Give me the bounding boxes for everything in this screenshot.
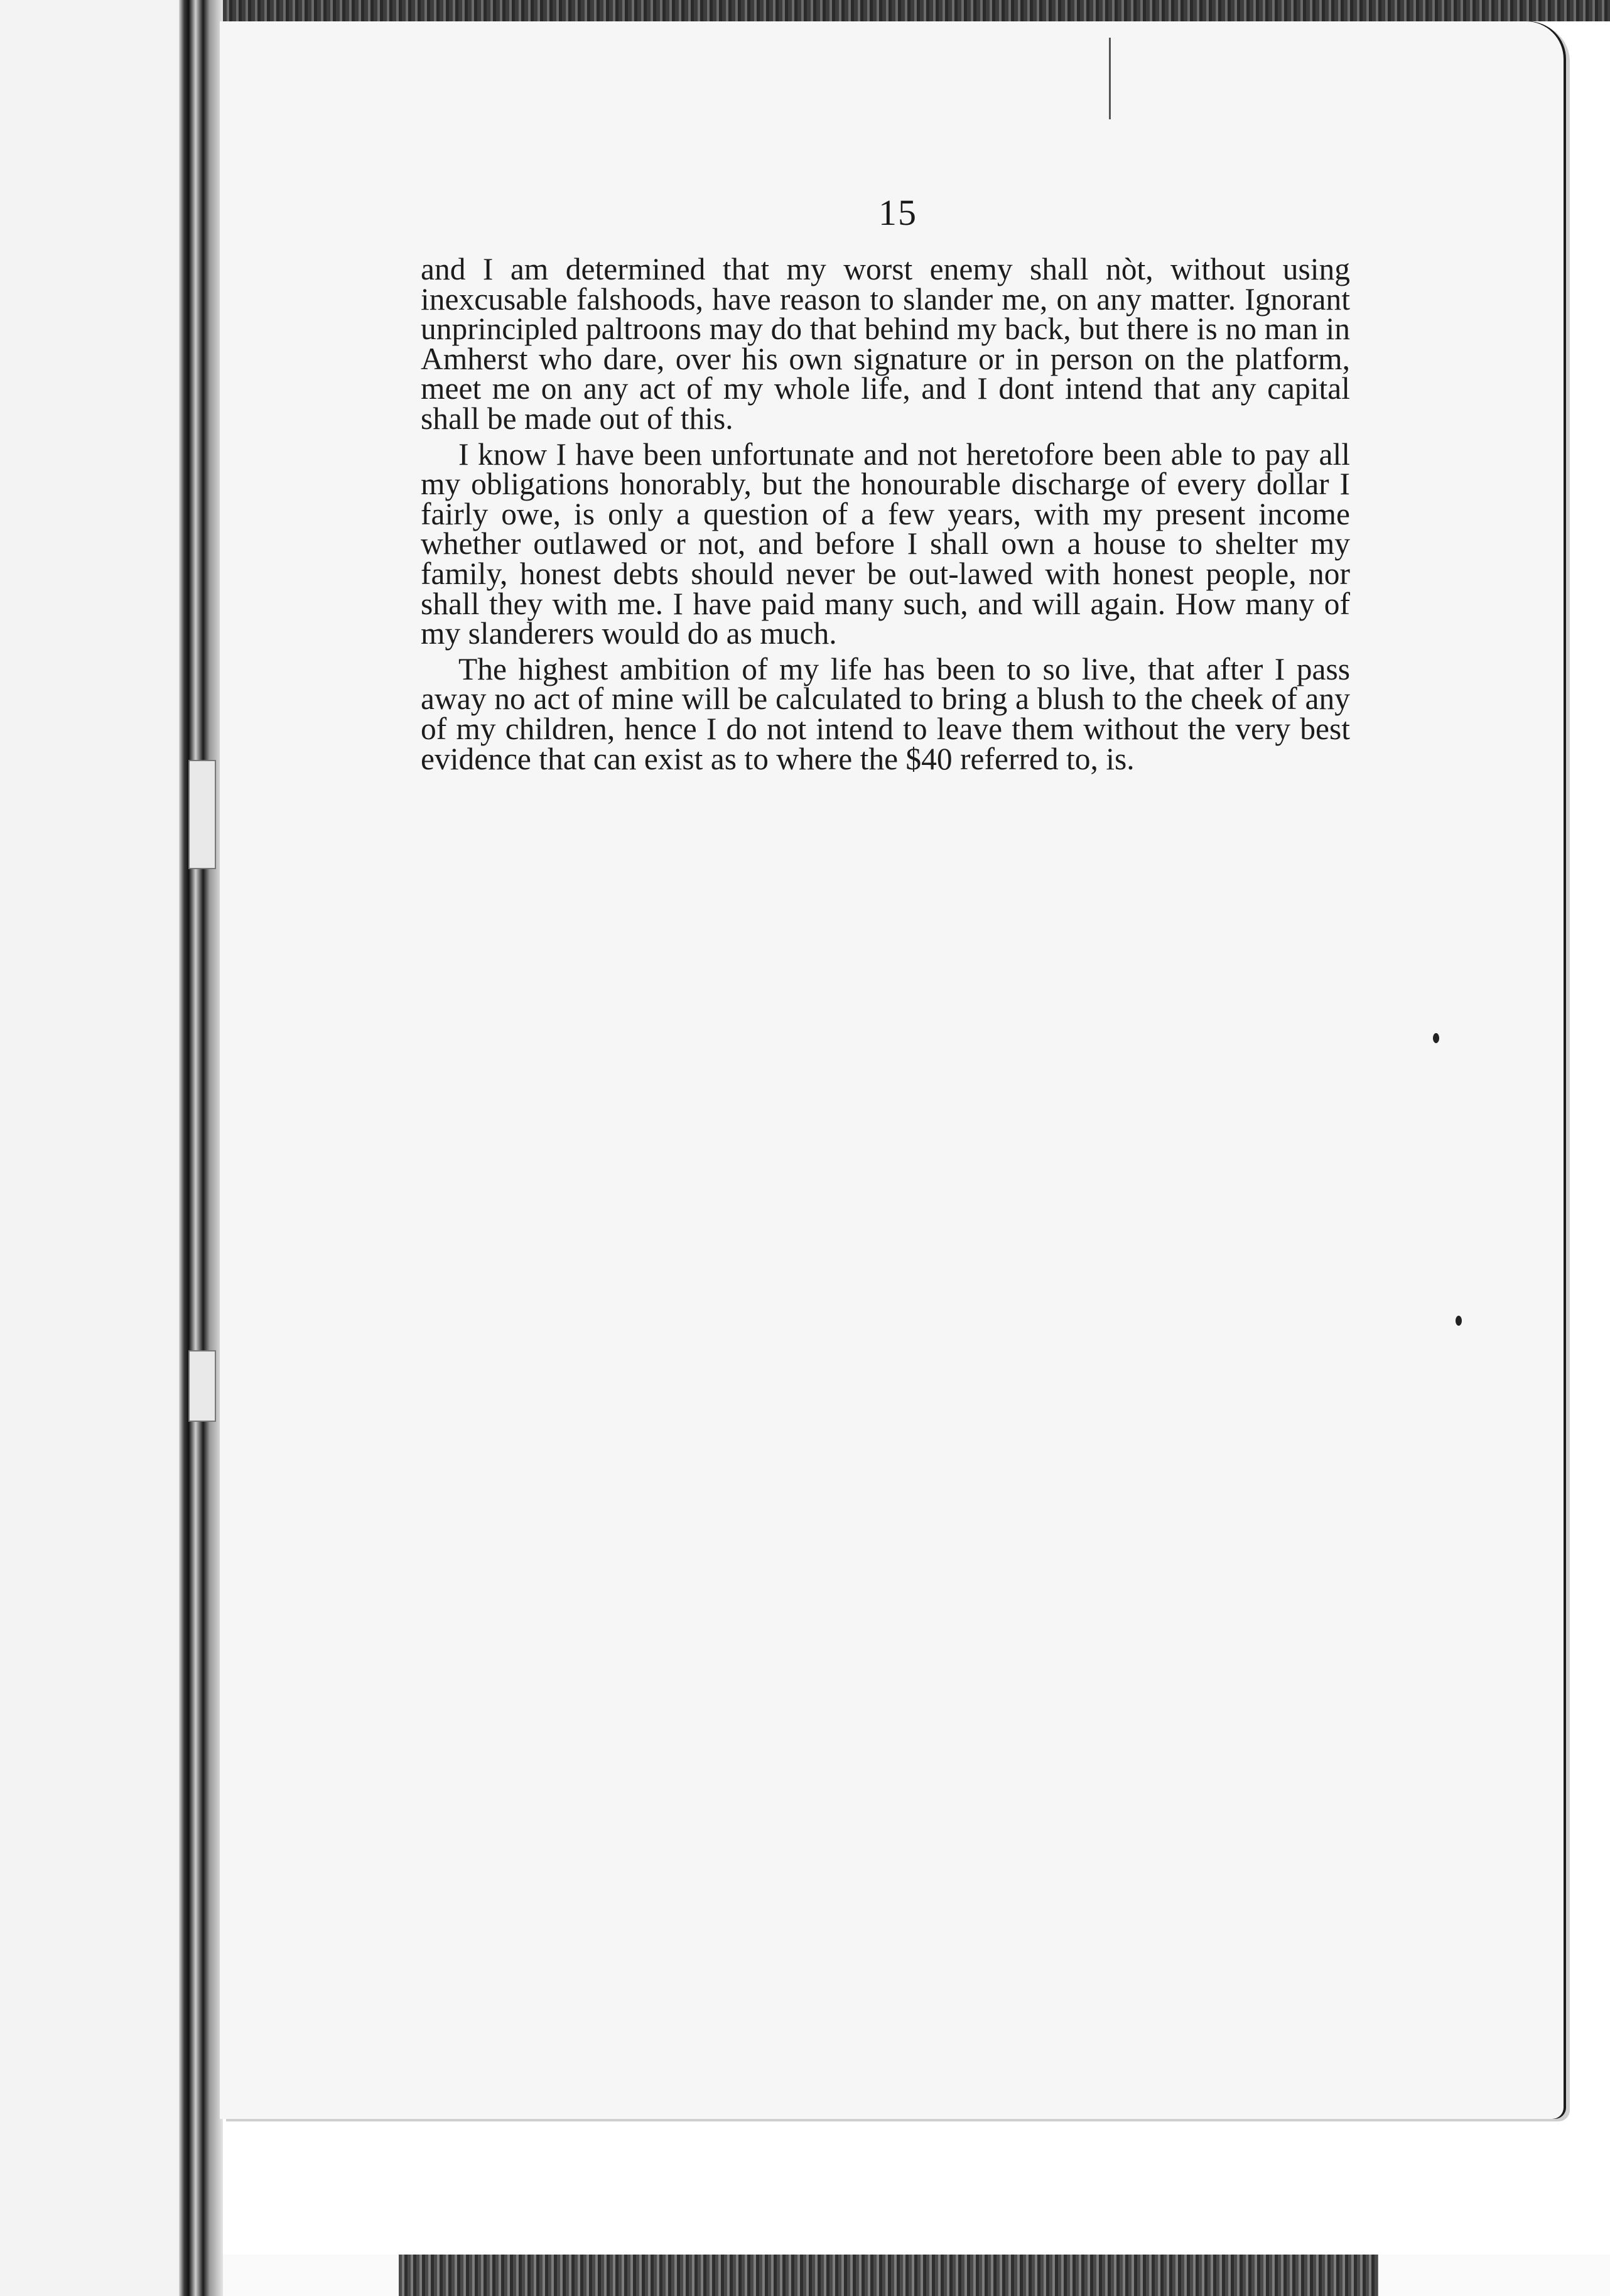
- binding-tape: [188, 1350, 216, 1422]
- paragraph: I know I have been unfortunate and not heretofore been able to pay all my obligations honorably, but the honourable discharge of every dollar I fairly owe, is only a question of a few years, with my present income whether outlawed or not, and before I shall own a house to shelter my family, honest debts should never be out-lawed with honest people, nor shall they with me. I have paid many such, and will again. How many of my slanderers would do as much.: [421, 436, 1350, 651]
- scan-edge-bottom: [223, 2255, 1610, 2296]
- book-gutter: [179, 0, 223, 2296]
- body-text: [421, 254, 1350, 774]
- scan-stripe: [399, 2255, 1378, 2296]
- ink-speck: [1456, 1316, 1462, 1326]
- ink-speck: [1433, 1033, 1439, 1043]
- binding-tape: [188, 760, 216, 869]
- paper-crease: [1109, 38, 1111, 119]
- scan-edge-top: [223, 0, 1610, 21]
- facing-page-edge: [0, 0, 182, 2296]
- paragraph: and I am determined that my worst enemy shall nòt, without using inexcusable falshoods, have reason to slander me, on any matter. Ignorant unprincipled paltroons may do that behind my back, but there is no man in Amherst who dare, over his own signature or in person on the platform, meet me on any act of my whole life, and I dont intend that any capital shall be made out of this.: [421, 252, 1350, 436]
- paragraph: The highest ambition of my life has been to so live, that after I pass away no act of mine will be calculated to bring a blush to the cheek of any of my children, hence I do not intend to leave them without the very best evidence that can exist as to where the $40 referred to, is.: [421, 651, 1350, 776]
- page-number: 15: [878, 192, 917, 233]
